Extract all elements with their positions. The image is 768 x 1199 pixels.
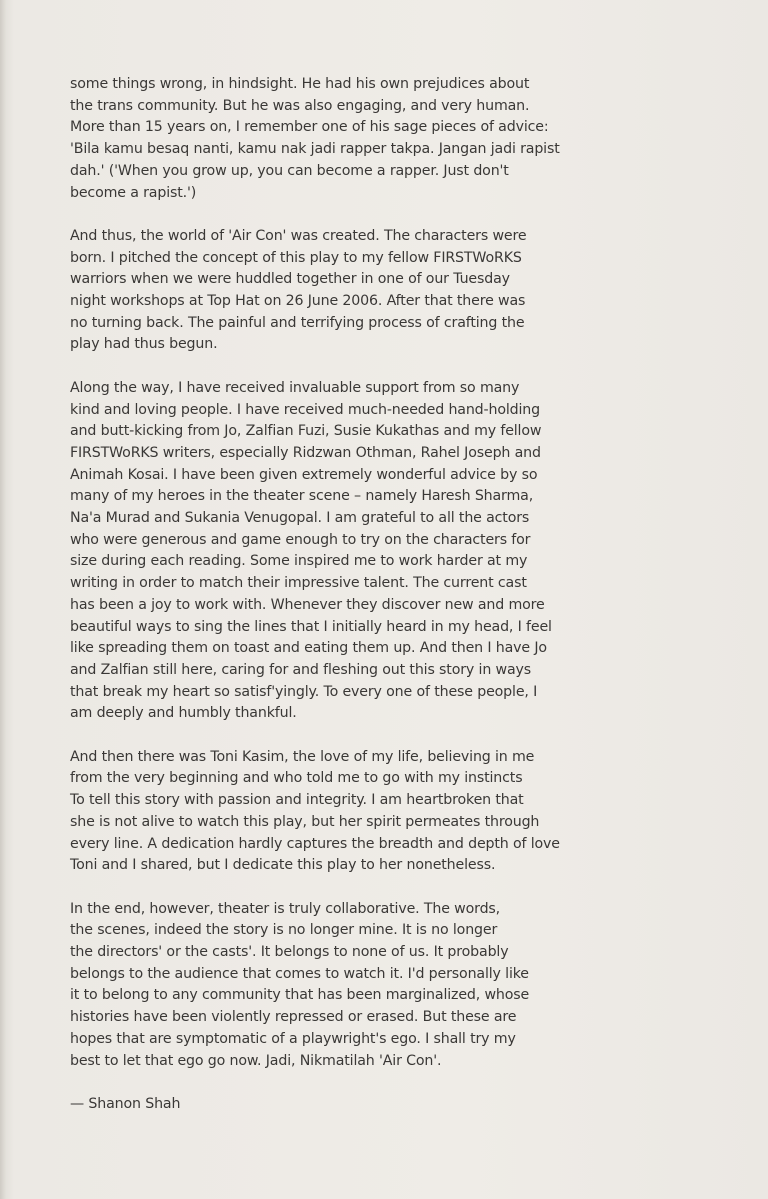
text-line: many of my heroes in the theater scene – namely Haresh Sharma, (70, 488, 534, 505)
text-line: she is not alive to watch this play, but her spirit permeates through (70, 813, 540, 830)
paragraph-5 (70, 899, 650, 1073)
text-line: the directors' or the casts'. It belongs to none of us. It probably (70, 944, 509, 961)
text-line: kind and loving people. I have received much-needed hand-holding (70, 401, 541, 418)
text-line: that break my heart so satisf'yingly. To every one of these people, I (70, 683, 538, 700)
text-line: Na'a Murad and Sukania Venugopal. I am grateful to all the actors (70, 510, 530, 527)
text-line: the scenes, indeed the story is no longer mine. It is no longer (70, 922, 498, 939)
text-line: born. I pitched the concept of this play to my fellow FIRSTWoRKS (70, 249, 522, 266)
text-line: dah.' ('When you grow up, you can become a rapper. Just don't (70, 162, 509, 179)
text-line: And then there was Toni Kasim, the love of my life, believing in me (70, 748, 535, 765)
text-line: warriors when we were huddled together in one of our Tuesday (70, 271, 510, 288)
text-line: hopes that are symptomatic of a playwright's ego. I shall try my (70, 1030, 516, 1047)
text-line: More than 15 years on, I remember one of his sage pieces of advice: (70, 119, 549, 136)
text-line: who were generous and game enough to try on the characters for (70, 531, 531, 548)
text-line: belongs to the audience that comes to watch it. I'd personally like (70, 965, 529, 982)
text-line: has been a joy to work with. Whenever they discover new and more (70, 596, 545, 613)
text-line: and Zalfian still here, caring for and fleshing out this story in ways (70, 661, 532, 678)
text-line: am deeply and humbly thankful. (70, 705, 297, 722)
paragraph-4 (70, 747, 650, 877)
text-line: In the end, however, theater is truly collaborative. The words, (70, 900, 501, 917)
paragraph-2 (70, 226, 650, 356)
text-line: the trans community. But he was also engaging, and very human. (70, 97, 530, 114)
essay-body (70, 74, 650, 1116)
text-line: it to belong to any community that has been marginalized, whose (70, 987, 530, 1004)
text-line: night workshops at Top Hat on 26 June 2006. After that there was (70, 293, 526, 310)
paragraph-3 (70, 378, 650, 725)
paragraph-1 (70, 74, 650, 204)
text-line: best to let that ego go now. Jadi, Nikmatilah 'Air Con'. (70, 1052, 442, 1069)
author-signature: — Shanon Shah (70, 1095, 181, 1112)
text-line: and butt-kicking from Jo, Zalfian Fuzi, Susie Kukathas and my fellow (70, 423, 542, 440)
text-line: play had thus begun. (70, 336, 218, 353)
text-line: every line. A dedication hardly captures the breadth and depth of love (70, 835, 560, 852)
text-line: from the very beginning and who told me to go with my instincts (70, 770, 523, 787)
text-line: Toni and I shared, but I dedicate this play to her nonetheless. (70, 857, 496, 874)
text-line: FIRSTWoRKS writers, especially Ridzwan Othman, Rahel Joseph and (70, 444, 541, 461)
text-line: like spreading them on toast and eating them up. And then I have Jo (70, 640, 547, 657)
text-line: size during each reading. Some inspired me to work harder at my (70, 553, 528, 570)
text-line: some things wrong, in hindsight. He had his own prejudices about (70, 76, 530, 92)
text-line: no turning back. The painful and terrifying process of crafting the (70, 314, 525, 331)
text-line: 'Bila kamu besaq nanti, kamu nak jadi rapper takpa. Jangan jadi rapist (70, 141, 560, 158)
text-line: writing in order to match their impressive talent. The current cast (70, 575, 527, 592)
text-line: And thus, the world of 'Air Con' was created. The characters were (70, 227, 527, 244)
page-spine-shadow (0, 0, 6, 1199)
text-line: Animah Kosai. I have been given extremely wonderful advice by so (70, 466, 538, 483)
text-line: beautiful ways to sing the lines that I initially heard in my head, I feel (70, 618, 552, 635)
text-line: become a rapist.') (70, 184, 197, 201)
text-line: Along the way, I have received invaluable support from so many (70, 379, 520, 396)
text-line: histories have been violently repressed or erased. But these are (70, 1009, 517, 1026)
text-line: To tell this story with passion and integrity. I am heartbroken that (70, 792, 524, 809)
